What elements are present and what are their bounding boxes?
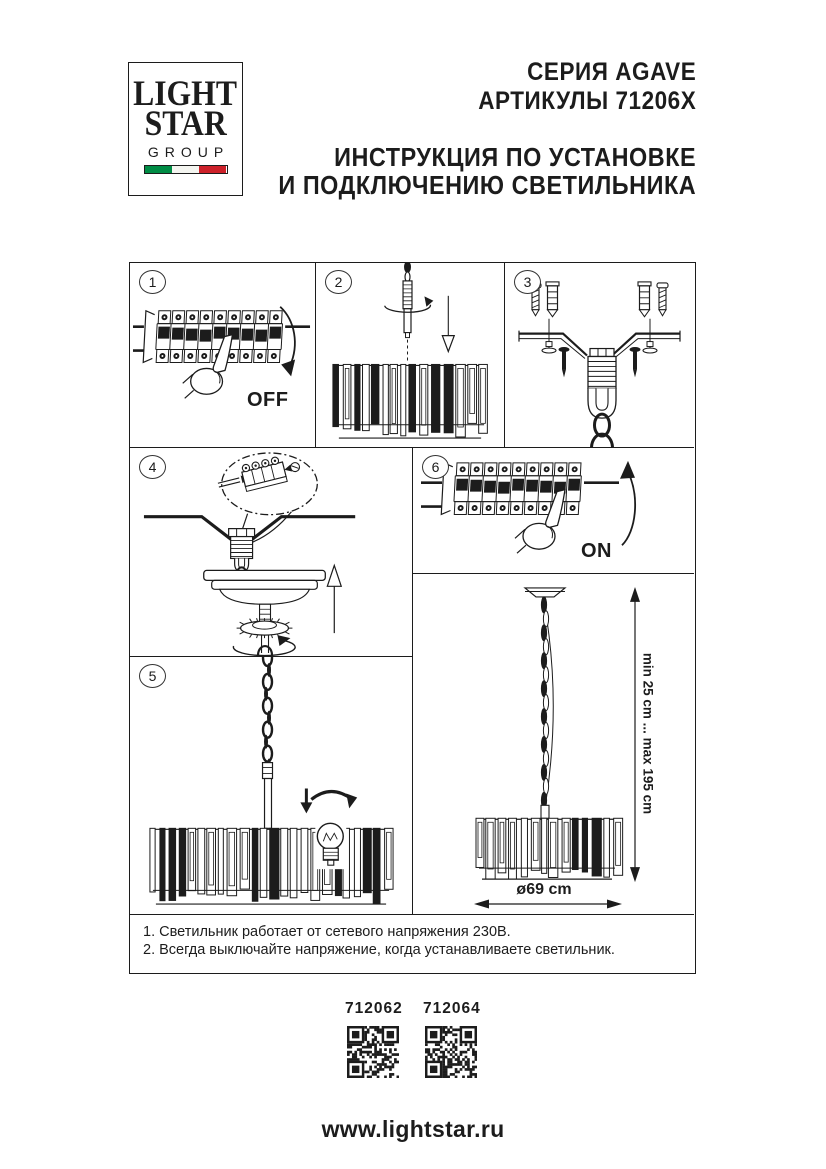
twisted-cord-icon xyxy=(541,597,553,808)
diameter-dimension-arrow xyxy=(474,900,622,909)
chain-link-icon xyxy=(258,646,272,656)
dimensions-panel xyxy=(413,574,694,915)
qr-code-712062 xyxy=(347,1026,399,1078)
up-arrow-icon xyxy=(327,565,341,633)
screw-rotate-arrow-icon xyxy=(300,788,357,813)
install-bulb-illustration xyxy=(130,657,412,914)
instruction-header xyxy=(278,143,696,199)
step-3-panel xyxy=(505,263,694,448)
cord-connector xyxy=(541,805,549,818)
website-url: www.lightstar.ru xyxy=(321,1116,505,1142)
logo-word-light: LIGHT xyxy=(133,73,238,113)
qr-label-712064: 712064 xyxy=(423,1000,481,1017)
step-3-number: 3 xyxy=(514,270,541,294)
terminal-block-icon xyxy=(215,452,302,498)
screw-anchor-icon xyxy=(657,283,668,316)
articles-title: АРТИКУЛЫ 71206X xyxy=(477,87,696,115)
step-2-panel xyxy=(316,263,505,448)
stem-lines xyxy=(262,635,269,653)
steps-grid xyxy=(129,262,696,974)
chain-links-icon xyxy=(592,414,613,447)
step-4-panel xyxy=(130,448,413,657)
height-range-label: min 25 cm ... max 195 cm xyxy=(640,652,656,815)
logo-word-star: STAR xyxy=(144,103,227,143)
italian-flag-icon xyxy=(144,165,228,174)
step-2-number: 2 xyxy=(325,270,352,294)
pointing-hand-icon xyxy=(183,335,233,399)
flag-stripe-red xyxy=(199,166,226,173)
wall-plug-icon xyxy=(546,282,559,317)
series-header xyxy=(478,58,696,116)
suspension-chain-icon xyxy=(263,657,272,773)
step-5-number: 5 xyxy=(139,664,166,688)
bolt-washer-icon xyxy=(542,319,657,353)
step-6-panel xyxy=(413,448,694,574)
chain-connector-icon xyxy=(263,763,273,829)
height-dimension-arrow xyxy=(630,587,640,882)
wall-plug-icon xyxy=(638,282,651,317)
on-label: ON xyxy=(581,540,612,562)
step-5-panel xyxy=(130,657,413,915)
suspension-chain-icon xyxy=(404,263,411,282)
pointing-hand-icon xyxy=(515,490,565,553)
circuit-breaker-on-illustration xyxy=(413,448,694,573)
instruction-line-2: И ПОДКЛЮЧЕНИЮ СВЕТИЛЬНИКА xyxy=(278,170,696,200)
ceiling-canopy-icon xyxy=(525,588,565,597)
step-1-panel xyxy=(130,263,316,448)
step-4-number: 4 xyxy=(139,455,166,479)
flag-stripe-white xyxy=(172,166,199,173)
qr-label-712062: 712062 xyxy=(345,1000,403,1017)
notes-section xyxy=(130,915,694,972)
threaded-rod-icon xyxy=(403,281,412,338)
chandelier-drum xyxy=(333,364,487,438)
series-title: СЕРИЯ AGAVE xyxy=(526,58,696,86)
step-6-number: 6 xyxy=(422,455,449,479)
note-1: 1. Светильник работает от сетевого напряжения 230В. xyxy=(143,924,511,940)
threaded-cup-icon xyxy=(588,349,616,419)
chandelier-drum xyxy=(476,818,623,879)
logo-word-group: GROUP xyxy=(147,144,230,160)
off-label: OFF xyxy=(247,389,289,411)
locknut-gear-icon xyxy=(237,618,293,638)
instruction-line-1: ИНСТРУКЦИЯ ПО УСТАНОВКЕ xyxy=(333,142,696,172)
curved-down-arrow-icon xyxy=(280,307,295,377)
curved-up-arrow-icon xyxy=(620,461,635,545)
down-arrow-icon xyxy=(442,296,454,352)
canopy-dish-icon xyxy=(204,570,326,624)
note-2: 2. Всегда выключайте напряжение, когда устанавливаете светильник. xyxy=(143,941,615,958)
lightstar-logo xyxy=(128,62,243,196)
circuit-breaker-icon xyxy=(143,311,283,363)
flag-stripe-green xyxy=(145,166,172,173)
qr-code-712064 xyxy=(425,1026,477,1078)
wiring-canopy-illustration xyxy=(130,448,412,656)
chandelier-drum xyxy=(150,828,393,904)
diameter-label: ø69 cm xyxy=(516,881,572,898)
step-1-number: 1 xyxy=(139,270,166,294)
